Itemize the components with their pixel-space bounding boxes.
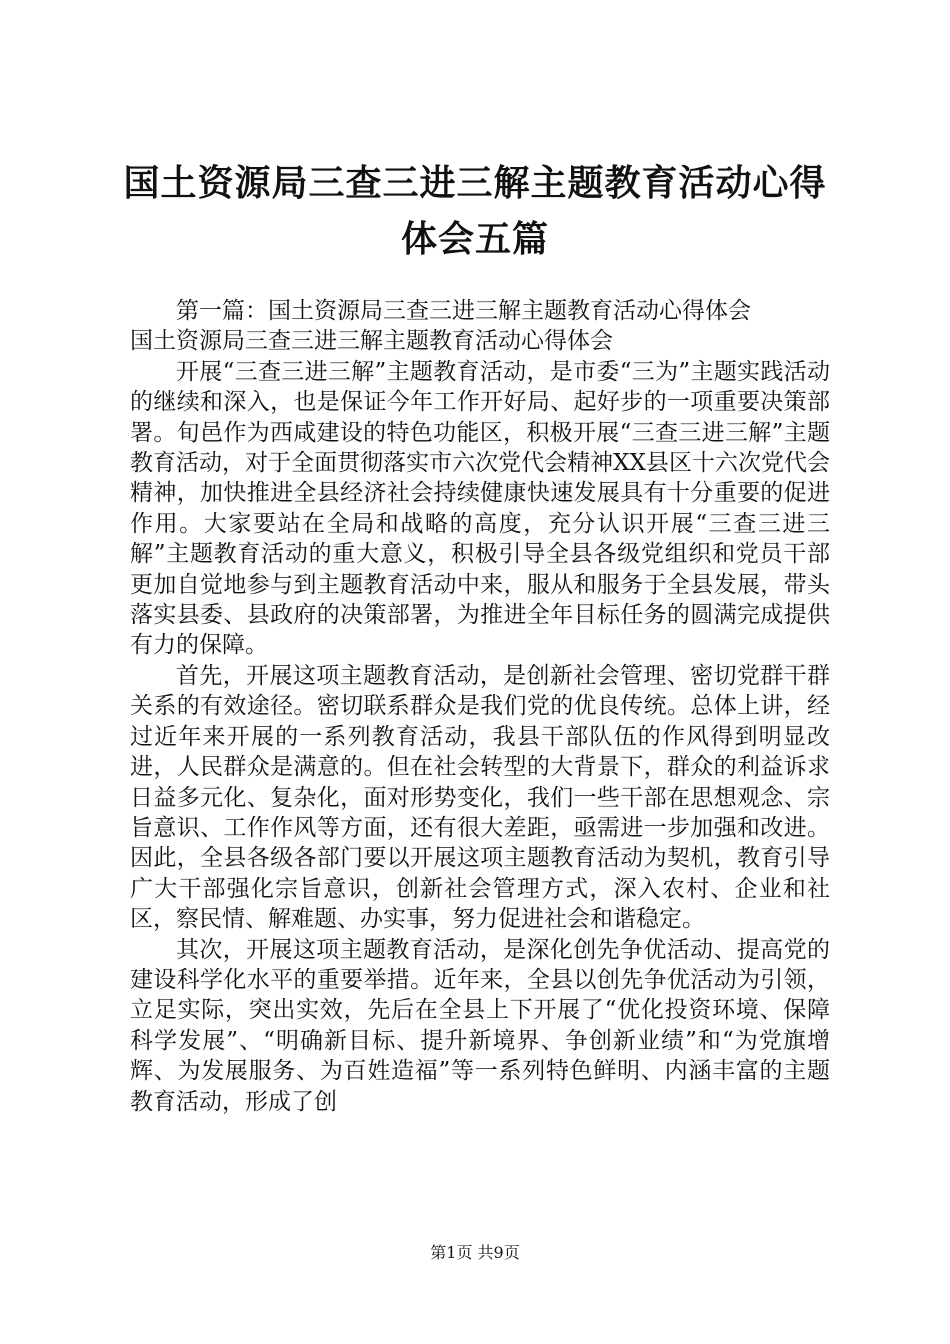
page-number-footer: 第1页 共9页 bbox=[430, 1243, 520, 1262]
body-paragraph: 其次，开展这项主题教育活动，是深化创先争优活动、提高党的建设科学化水平的重要举措。近年来，全县以创先争优活动为引领，立足实际，突出实效，先后在全县上下开展了“优化投资环境、保障科学发展”、“明确新目标、提升新境界、争创新业绩”和“为党旗增辉、为发展服务、为百姓造福”等一系列特色鲜明、内涵丰富的主题教育活动，形成了创 bbox=[130, 936, 830, 1115]
document-title: 国土资源局三查三进三解主题教育活动心得体会五篇 bbox=[123, 163, 827, 260]
body-paragraph: 首先，开展这项主题教育活动，是创新社会管理、密切党群干群关系的有效途径。密切联系群众是我们党的优良传统。总体上讲，经过近年来开展的一系列教育活动，我县干部队伍的作风得到明显改进，人民群众是满意的。但在社会转型的大背景下，群众的利益诉求日益多元化、复杂化，面对形势变化，我们一些干部在思想观念、宗旨意识、工作作风等方面，还有很大差距，亟需进一步加强和改进。因此，全县各级各部门要以开展这项主题教育活动为契机，教育引导广大干部强化宗旨意识，创新社会管理方式，深入农村、企业和社区，察民情、解难题、办实事，努力促进社会和谐稳定。 bbox=[130, 662, 830, 933]
body-paragraph: 开展“三查三进三解”主题教育活动，是市委“三为”主题实践活动的继续和深入，也是保证今年工作开好局、起好步的一项重要决策部署。旬邑作为西咸建设的特色功能区，积极开展“三查三进三解”主题教育活动，对于全面贯彻落实市六次党代会精神XX县区十六次党代会精神，加快推进全县经济社会持续健康快速发展具有十分重要的促进作用。大家要站在全局和战略的高度，充分认识开展“三查三进三解”主题教育活动的重大意义，积极引导全县各级党组织和党员干部更加自觉地参与到主题教育活动中来，服从和服务于全县发展，带头落实县委、县政府的决策部署，为推进全年目标任务的圆满完成提供有力的保障。 bbox=[130, 358, 830, 659]
document-body bbox=[130, 296, 830, 1117]
section-heading: 第一篇：国土资源局三查三进三解主题教育活动心得体会 bbox=[176, 298, 751, 324]
article-subtitle: 国土资源局三查三进三解主题教育活动心得体会 bbox=[130, 328, 613, 355]
